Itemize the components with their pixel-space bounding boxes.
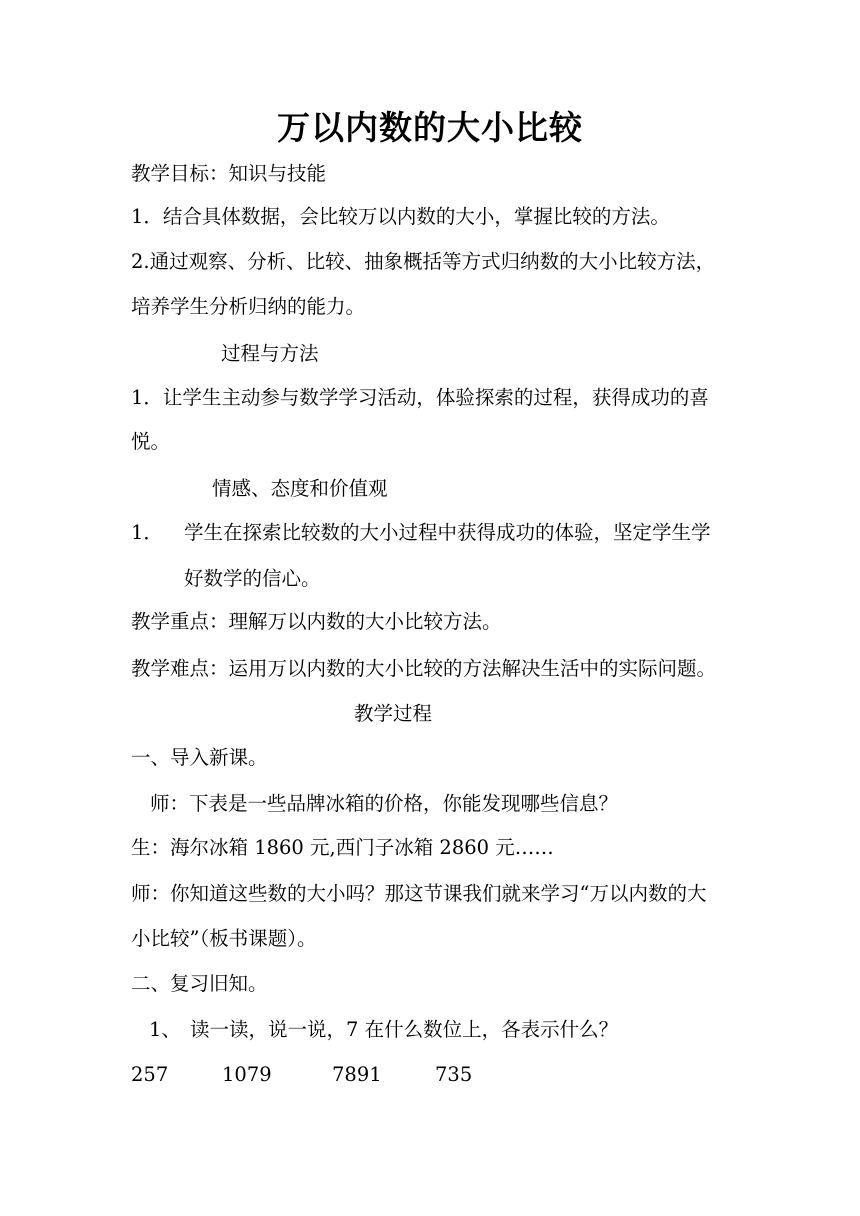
review-item-1-number: 1、	[149, 1018, 181, 1041]
emotion-item-1-line-2: 好数学的信心。	[184, 567, 321, 590]
process-item-1-line-2: 悦。	[131, 430, 171, 453]
review-item-1-text: 读一读，说一说，7 在什么数位上，各表示什么？	[190, 1018, 619, 1041]
emotion-heading: 情感、态度和价值观	[212, 477, 388, 500]
student-line-1: 生：海尔冰箱 1860 元,西门子冰箱 2860 元……	[131, 836, 554, 859]
process-item-1-line-1: 1．让学生主动参与数学学习活动，体验探索的过程，获得成功的喜	[131, 386, 709, 409]
number-item: 735	[435, 1063, 473, 1086]
process-title: 教学过程	[354, 702, 433, 725]
number-item: 7891	[332, 1063, 382, 1086]
objective-item-2-line-1: 2.通过观察、分析、比较、抽象概括等方式归纳数的大小比较方法，	[131, 250, 716, 273]
key-point: 教学重点：理解万以内数的大小比较方法。	[131, 610, 502, 633]
page-title: 万以内数的大小比较	[277, 108, 583, 147]
number-row	[0, 1061, 860, 1089]
section-1-heading: 一、导入新课。	[131, 746, 268, 769]
process-heading: 过程与方法	[221, 342, 319, 365]
number-item: 1079	[222, 1063, 272, 1086]
objective-item-2-line-2: 培养学生分析归纳的能力。	[131, 295, 366, 318]
number-item: 257	[131, 1063, 169, 1086]
difficulty: 教学难点：运用万以内数的大小比较的方法解决生活中的实际问题。	[131, 657, 717, 680]
emotion-item-1-line-1: 学生在探索比较数的大小过程中获得成功的体验，坚定学生学	[184, 521, 711, 544]
objective-item-1: 1．结合具体数据，会比较万以内数的大小，掌握比较的方法。	[131, 205, 670, 228]
section-2-heading: 二、复习旧知。	[131, 972, 268, 995]
objectives-heading: 教学目标：知识与技能	[131, 162, 327, 185]
emotion-item-1-number: 1．	[131, 521, 163, 544]
teacher-line-2-part-2: 小比较”（板书课题）。	[131, 927, 317, 950]
teacher-line-2-part-1: 师：你知道这些数的大小吗？那这节课我们就来学习“万以内数的大	[131, 882, 707, 905]
teacher-line-1: 师：下表是一些品牌冰箱的价格，你能发现哪些信息？	[150, 792, 619, 815]
